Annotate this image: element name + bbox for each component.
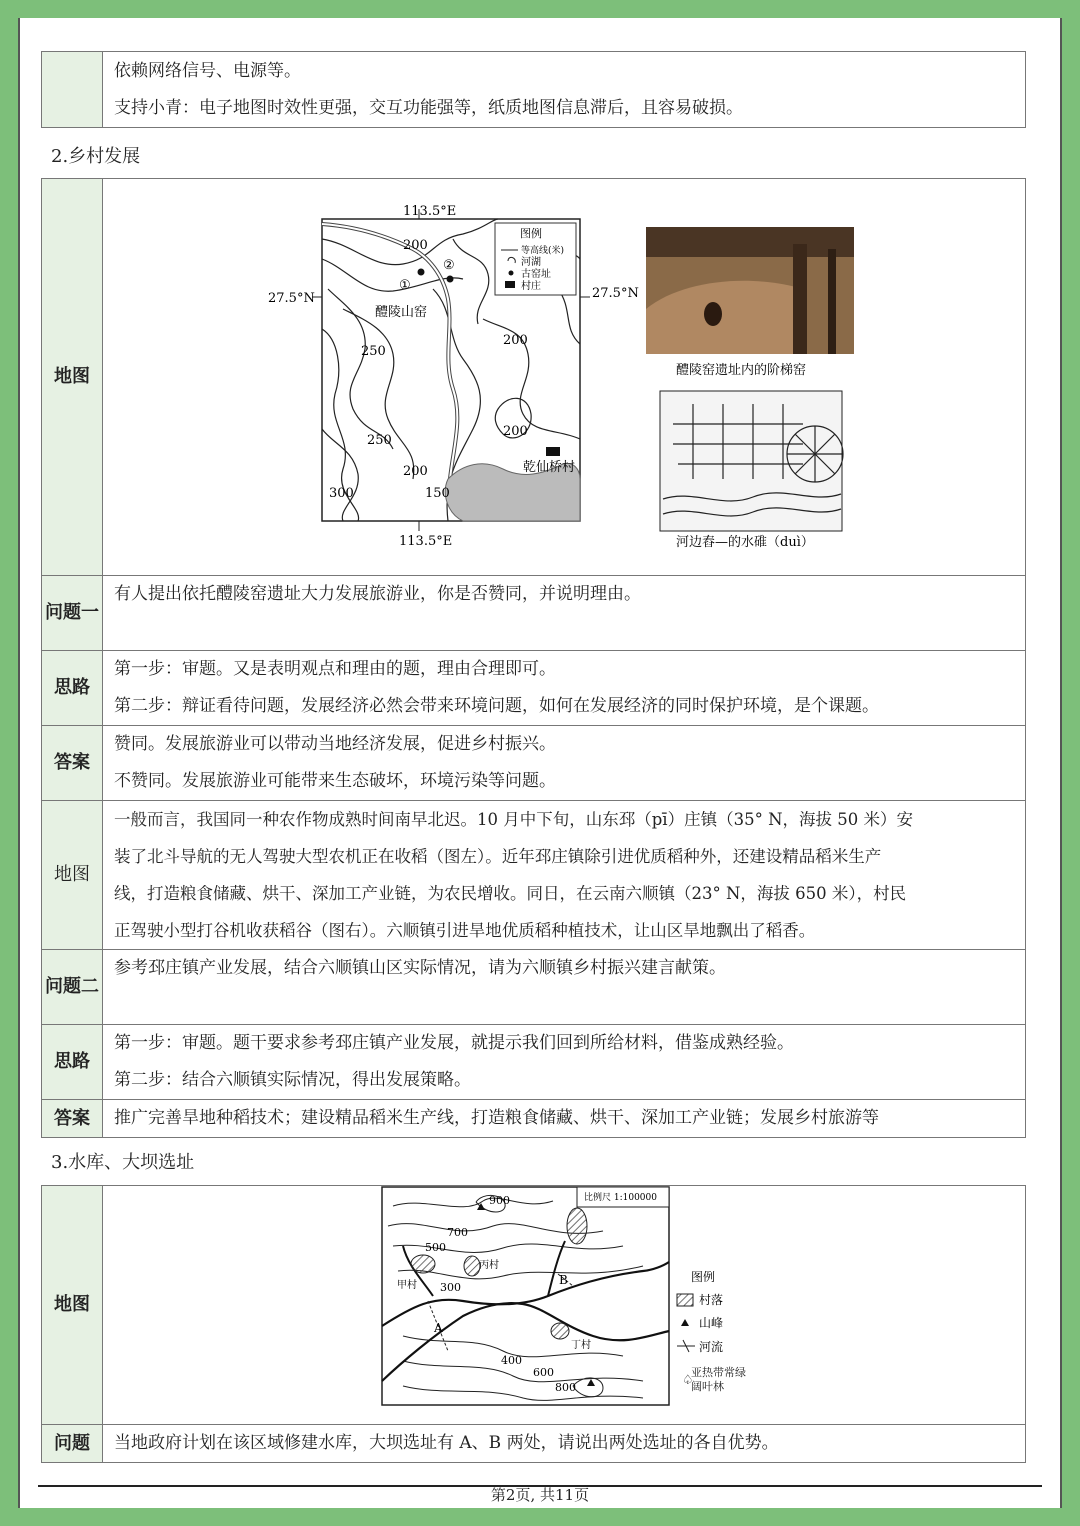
text-line: 支持小青：电子地图时效性更强，交互功能强等，纸质地图信息滞后，且容易破损。 [114,98,743,118]
map-cell [103,179,1026,576]
text-line: 正驾驶小型打谷机收获稻谷（图右）。六顺镇引进旱地优质稻种植技术，让山区旱地飘出了稻香。 [114,921,816,940]
marker-1: ① [399,278,411,293]
lat-right-label: 27.5°N [592,286,639,301]
village-label: 甲村 [397,1280,417,1291]
drawing-water-mill [660,391,843,550]
page-footer: 第2页, 共11页 [490,1486,590,1504]
text-line: 第一步：审题。题干要求参考邳庄镇产业发展，就提示我们回到所给材料，借鉴成熟经验。 [114,1033,794,1053]
photo-kiln [646,227,854,378]
question-1-text: 有人提出依托醴陵窑遗址大力发展旅游业，你是否赞同，并说明理由。 [103,576,1026,651]
text-line: 第二步：辩证看待问题，发展经济必然会带来环境问题，如何在发展经济的同时保护环境，是个课题。 [114,696,879,716]
section-2-table [41,178,1026,1138]
scale-label: 比例尺 1:100000 [584,1193,657,1203]
photo-caption: 醴陵窑遗址内的阶梯窑 [676,363,807,378]
map-legend [677,1269,751,1402]
document-page [18,18,1062,1508]
section-2-title: 2.乡村发展 [51,146,141,167]
continuation-table [41,51,1026,128]
contour-label: 600 [533,1366,554,1379]
answer-1-label: 答案 [42,726,103,801]
text-line: 线，打造粮食储藏、烘干、深加工产业链，为农民增收。同日，在云南六顺镇（23° N，海拔 650 米），村民 [114,884,907,903]
legend-item: 村落 [699,1293,724,1307]
section-3-table [41,1185,1026,1463]
contour-label: 250 [367,433,392,448]
text-line: 依赖网络信号、电源等。 [114,61,301,81]
point-a-label: A [434,1321,443,1335]
reservoir-map [103,1186,1023,1420]
empty-label-cell [42,52,103,128]
map-cell [103,1186,1026,1425]
lon-top-label: 113.5°E [403,204,457,219]
approach-2-label: 思路 [42,1025,103,1100]
contour-map-liling [268,204,639,549]
legend-title: 图例 [520,227,542,240]
contour-label: 700 [447,1226,468,1239]
contour-label: 400 [501,1354,522,1367]
text-line: 第一步：审题。又是表明观点和理由的题，理由合理即可。 [114,659,556,679]
map-label: 地图 [42,179,103,576]
section-3-title: 3.水库、大坝选址 [51,1152,195,1173]
question-text: 当地政府计划在该区域修建水库，大坝选址有 A、B 两处，请说出两处选址的各自优势。 [103,1425,1026,1463]
legend-item: 山峰 [699,1316,724,1330]
contour-label: 250 [361,344,386,359]
village-label: 丁村 [571,1340,591,1351]
question-2-text: 参考邳庄镇产业发展，结合六顺镇山区实际情况，请为六顺镇乡村振兴建言献策。 [103,950,1026,1025]
answer-1-text [103,726,1026,801]
question-label: 问题 [42,1425,103,1463]
legend-title: 图例 [691,1270,716,1284]
approach-2-text [103,1025,1026,1100]
text-line: 赞同。发展旅游业可以带动当地经济发展，促进乡村振兴。 [114,734,556,754]
answer-2-text: 推广完善旱地种稻技术；建设精品稻米生产线，打造粮食储藏、烘干、深加工产业链；发展乡村旅游等 [103,1100,1026,1138]
point-b-label: B [559,1273,568,1287]
legend-item: 河湖 [521,257,541,268]
contour-label: 200 [403,238,428,253]
lat-left-label: 27.5°N [268,291,315,306]
material-label: 地图 [42,801,103,950]
contour-label: 500 [425,1241,446,1254]
contour-label: 200 [503,333,528,348]
text-line: 不赞同。发展旅游业可能带来生态破坏，环境污染等问题。 [114,771,556,791]
text-line: 一般而言，我国同一种农作物成熟时间南早北迟。10 月中下旬，山东邳（pī）庄镇（35° N，海拔 50 米）安 [114,810,913,829]
contour-label: 150 [425,486,450,501]
approach-1-label: 思路 [42,651,103,726]
contour-label: 900 [489,1194,510,1207]
legend-item: 古窑址 [521,269,551,280]
photo-caption: 河边舂—的水碓（duì） [676,535,814,550]
question-1-label: 问题一 [42,576,103,651]
village-label: 乾仙桥村 [523,460,576,475]
continuation-text [103,52,1026,128]
contour-label: 200 [403,464,428,479]
text-line: 装了北斗导航的无人驾驶大型农机正在收稻（图左）。近年邳庄镇除引进优质稻种外，还建设精品稻米生产 [114,847,882,866]
material-text [103,801,1026,950]
contour-label: 300 [329,486,354,501]
contour-label: 800 [555,1381,576,1394]
question-2-label: 问题二 [42,950,103,1025]
forest-icon: ♤ [682,1373,694,1388]
map-figure [103,179,1023,571]
place-label: 醴陵山窑 [375,305,428,320]
map-label: 地图 [42,1186,103,1425]
legend-item: 村庄 [521,281,541,292]
legend-item: 河流 [699,1340,724,1354]
village-label: 丙村 [479,1260,499,1271]
answer-2-label: 答案 [42,1100,103,1138]
text-line: 第二步：结合六顺镇实际情况，得出发展策略。 [114,1070,471,1090]
contour-label: 300 [440,1281,461,1294]
map-legend [495,223,576,295]
legend-item: 等高线(米) [521,246,565,256]
lon-bottom-label: 113.5°E [399,534,453,549]
approach-1-text [103,651,1026,726]
marker-2: ② [443,258,455,273]
contour-label: 200 [503,424,528,439]
legend-item: 亚热带常绿阔叶林 [691,1366,746,1393]
